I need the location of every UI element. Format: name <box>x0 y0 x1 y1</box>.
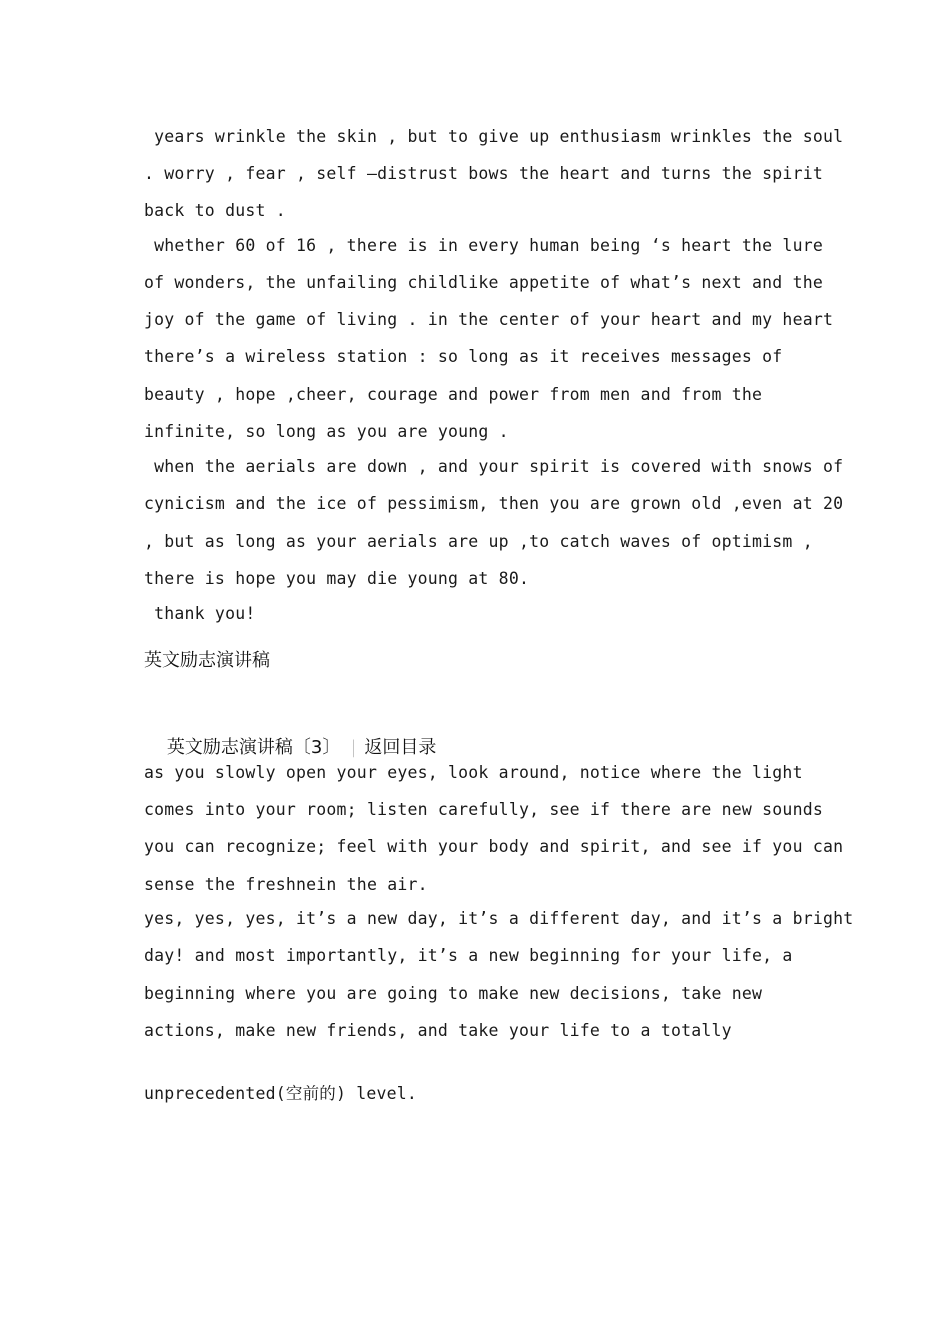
text-line: beauty , hope ,cheer, courage and power from men and from the <box>144 385 763 404</box>
text-line <box>144 1084 417 1104</box>
text-line: yes, yes, yes, it’s a new day, it’s a different day, and it’s a bright <box>144 909 854 928</box>
separator: | <box>350 737 357 758</box>
text-line: joy of the game of living . in the center of your heart and my heart <box>144 310 834 329</box>
section-title: 英文励志演讲稿〔3〕 <box>166 737 341 758</box>
section-heading: 英文励志演讲稿 <box>144 650 270 671</box>
text-line: years wrinkle the skin , but to give up enthusiasm wrinkles the soul <box>144 127 844 146</box>
text-line: beginning where you are going to make new decisions, take new <box>144 984 763 1003</box>
text-line: . worry , fear , self –distrust bows the heart and turns the spirit <box>144 164 823 183</box>
text-line: infinite, so long as you are young . <box>144 422 509 441</box>
text-fragment: unprecedented( <box>144 1084 286 1103</box>
text-line: cynicism and the ice of pessimism, then you are grown old ,even at 20 <box>144 494 844 513</box>
text-line: , but as long as your aerials are up ,to catch waves of optimism , <box>144 532 813 551</box>
text-line: thank you! <box>144 604 256 623</box>
text-line: back to dust . <box>144 201 286 220</box>
text-line: whether 60 of 16 , there is in every human being ‘s heart the lure <box>144 236 823 255</box>
text-line: actions, make new friends, and take your life to a totally <box>144 1021 732 1040</box>
text-line: you can recognize; feel with your body and spirit, and see if you can <box>144 837 844 856</box>
text-line: when the aerials are down , and your spirit is covered with snows of <box>144 457 844 476</box>
text-line: of wonders, the unfailing childlike appetite of what’s next and the <box>144 273 823 292</box>
text-line: as you slowly open your eyes, look around, notice where the light <box>144 763 803 782</box>
back-to-contents-link[interactable]: 返回目录 <box>364 737 437 758</box>
text-line: day! and most importantly, it’s a new beginning for your life, a <box>144 946 793 965</box>
cjk-gloss: 空前的 <box>285 1084 336 1103</box>
text-line: sense the freshnein the air. <box>144 875 428 894</box>
text-line: comes into your room; listen carefully, see if there are new sounds <box>144 800 823 819</box>
text-line: there’s a wireless station : so long as it receives messages of <box>144 347 783 366</box>
text-fragment: ) level. <box>335 1084 418 1103</box>
text-line: there is hope you may die young at 80. <box>144 569 530 588</box>
